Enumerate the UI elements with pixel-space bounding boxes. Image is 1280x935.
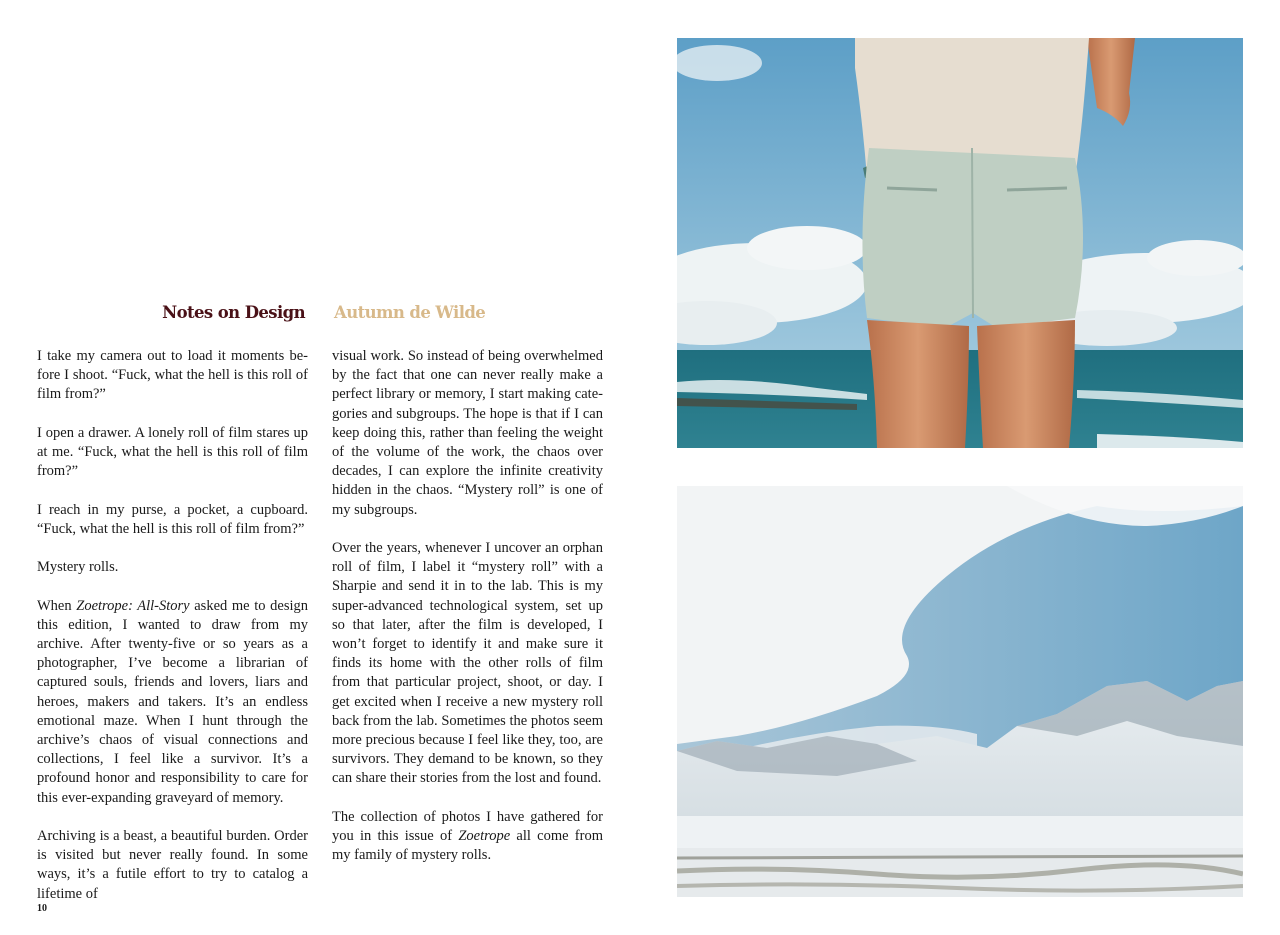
page-number: 10 — [37, 903, 47, 914]
author-name: Autumn de Wilde — [334, 303, 486, 322]
paragraph: Mystery rolls. — [37, 559, 119, 576]
text-run: The collection of photos I have gathered for you in this issue of — [332, 808, 603, 845]
italic-title: Zoetrope: All-Story — [76, 597, 190, 614]
italic-title: Zoetrope — [458, 828, 511, 845]
mountain-photo — [677, 486, 1243, 897]
paragraph: visual work. So instead of being overwhelmed by the fact that one can never really make a perfect library or memory, I start making categories and subgroups. The hope is that if I can keep doing this, rather than feeling the weight of the volume of the work, the chaos over decades, I can explore the infinite creativity hidden in the chaos. “Mystery roll” is one of my subgroups. — [332, 348, 603, 518]
section-title: Notes on Design — [162, 303, 305, 322]
paragraph — [332, 808, 603, 866]
paragraph: Archiving is a beast, a beautiful burden. Order is visited but never really found. In some ways, it’s a futile effort to try to catalog a lifetime of — [37, 828, 308, 902]
paragraph: I take my camera out to load it moments before I shoot. “Fuck, what the hell is this roll of film from?” — [37, 348, 308, 403]
text-run: When — [37, 597, 77, 614]
paragraph — [37, 597, 308, 808]
beach-photo — [677, 38, 1243, 448]
paragraph: I open a drawer. A lonely roll of film stares up at me. “Fuck, what the hell is this roll of film from?” — [37, 424, 308, 480]
left-column — [37, 347, 308, 904]
text-run: asked me to design this edition, I wanted to draw from my archive. After twenty-five or so years as a photographer, I’ve become a librarian of captured souls, friends and lovers, liars and heroes, makers and takers. It’s an endless emotional maze. When I hunt through the archive’s chaos of visual connections and collections, I feel like a survivor. It’s a profound honor and responsibility to care for this ever-expanding graveyard of memory. — [37, 597, 308, 806]
paragraph: I reach in my purse, a pocket, a cupboard. “Fuck, what the hell is this roll of film from?” — [37, 501, 308, 537]
right-column — [332, 347, 603, 865]
mountain-photo-icon — [677, 486, 1243, 897]
text-run: all come from my family of mystery rolls. — [332, 828, 603, 864]
paragraph: Over the years, whenever I uncover an orphan roll of film, I label it “mystery roll” with a Sharpie and send it in to the lab. This is my super-advanced technological system, set up so that later, after the film is developed, I won’t forget to identify it and make sure it finds its home with the other rolls of film from that particular project, shoot, or day. I get excited when I receive a new mystery roll back from the lab. Sometimes the photos seem more precious because I feel like they, too, are survivors. They demand to be known, so they can share their stories from the lost and found. — [332, 540, 603, 787]
beach-photo-icon — [677, 38, 1243, 448]
